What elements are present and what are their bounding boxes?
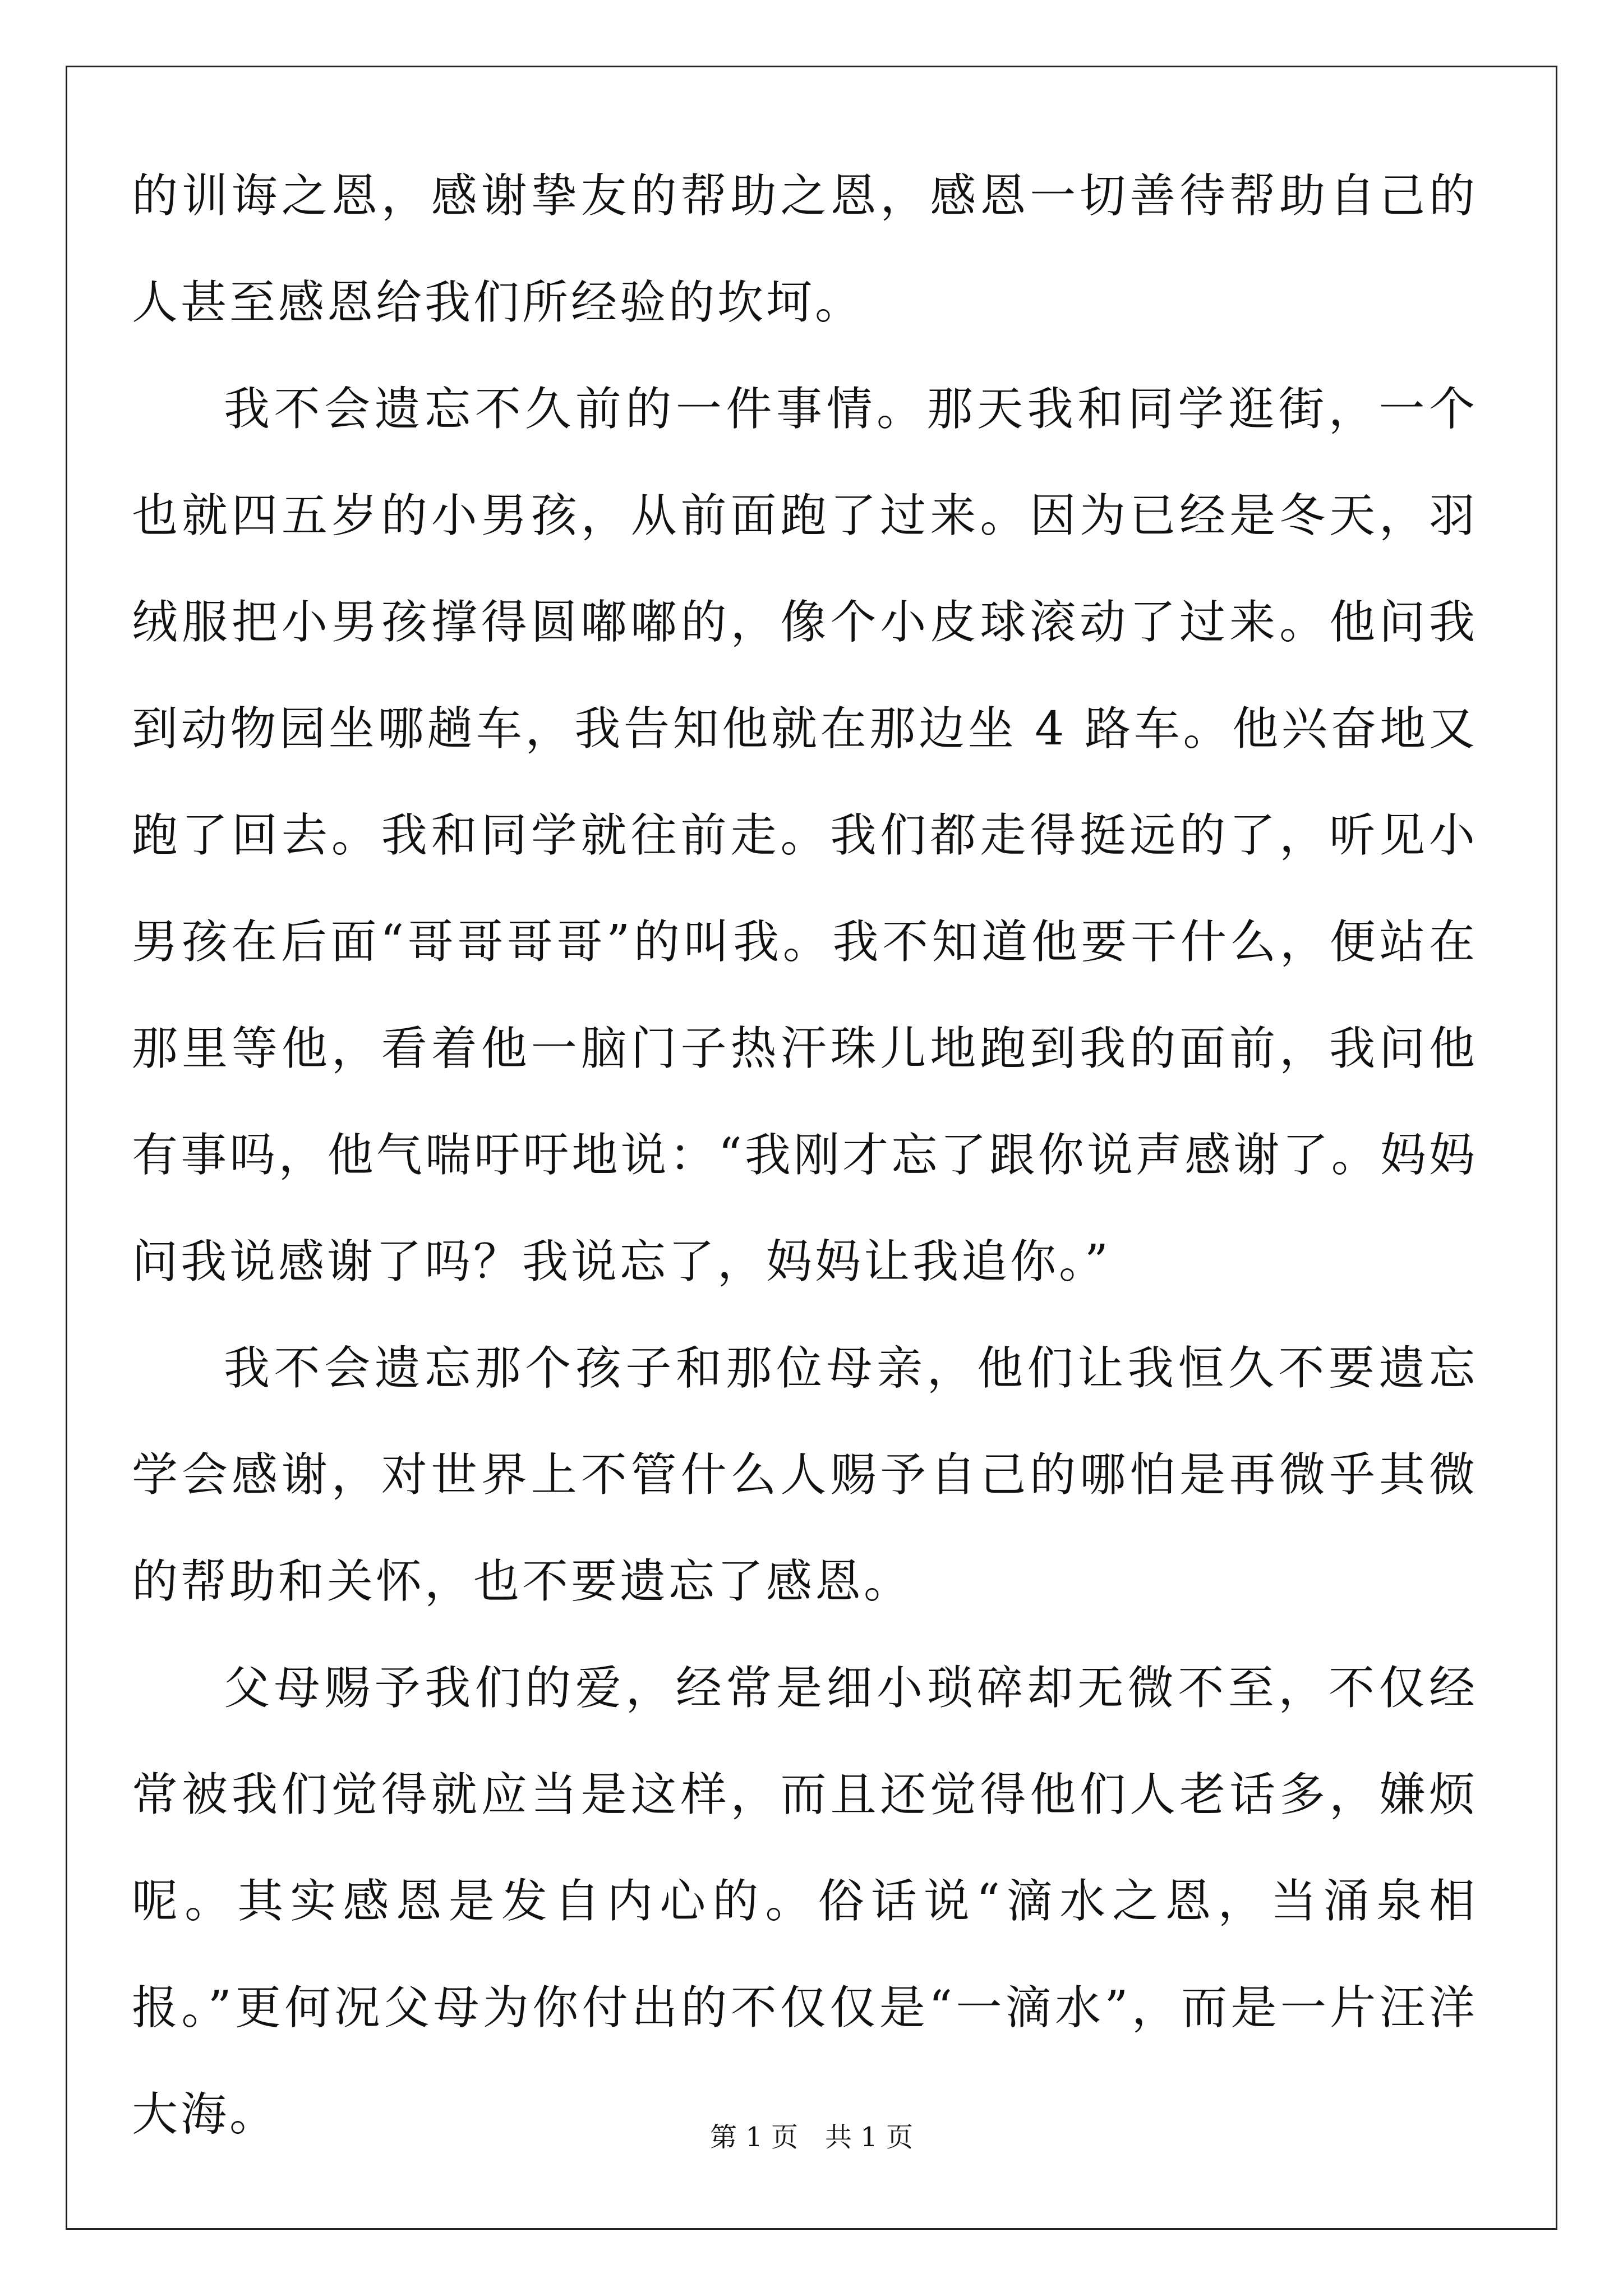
paragraph-4: 父母赐予我们的爱，经常是细小琐碎却无微不至，不仅经常被我们觉得就应当是这样，而且还觉得他们人老话多，嫌烦呢。其实感恩是发自内心的。俗话说“滴水之恩，当涌泉相报。”更何况父母为你付出的不仅仅是“一滴水”，而是一片汪洋大海。 [132, 1662, 1478, 2141]
paragraph-1: 的训诲之恩，感谢挚友的帮助之恩，感恩一切善待帮助自己的人甚至感恩给我们所经验的坎坷。 [132, 169, 1478, 329]
paragraph-3: 我不会遗忘那个孩子和那位母亲，他们让我恒久不要遗忘学会感谢，对世界上不管什么人赐予自己的哪怕是再微乎其微的帮助和关怀，也不要遗忘了感恩。 [132, 1342, 1478, 1608]
page-footer [0, 2120, 1623, 2154]
document-body [132, 143, 1478, 2168]
paragraph-2: 我不会遗忘不久前的一件事情。那天我和同学逛街，一个也就四五岁的小男孩，从前面跑了过来。因为已经是冬天，羽绒服把小男孩撑得圆嘟嘟的，像个小皮球滚动了过来。他问我到动物园坐哪趟车，我告知他就在那边坐 4 路车。他兴奋地又跑了回去。我和同学就往前走。我们都走得挺远的了，听见小男孩在后面“哥哥哥哥”的叫我。我不知道他要干什么，便站在那里等他，看着他一脑门子热汗珠儿地跑到我的面前，我问他有事吗，他气喘吁吁地说：“我刚才忘了跟你说声感谢了。妈妈问我说感谢了吗？我说忘了，妈妈让我追你。” [132, 383, 1478, 1289]
page-total: 共 1 页 [825, 2122, 914, 2153]
page-number: 第 1 页 [709, 2122, 798, 2153]
